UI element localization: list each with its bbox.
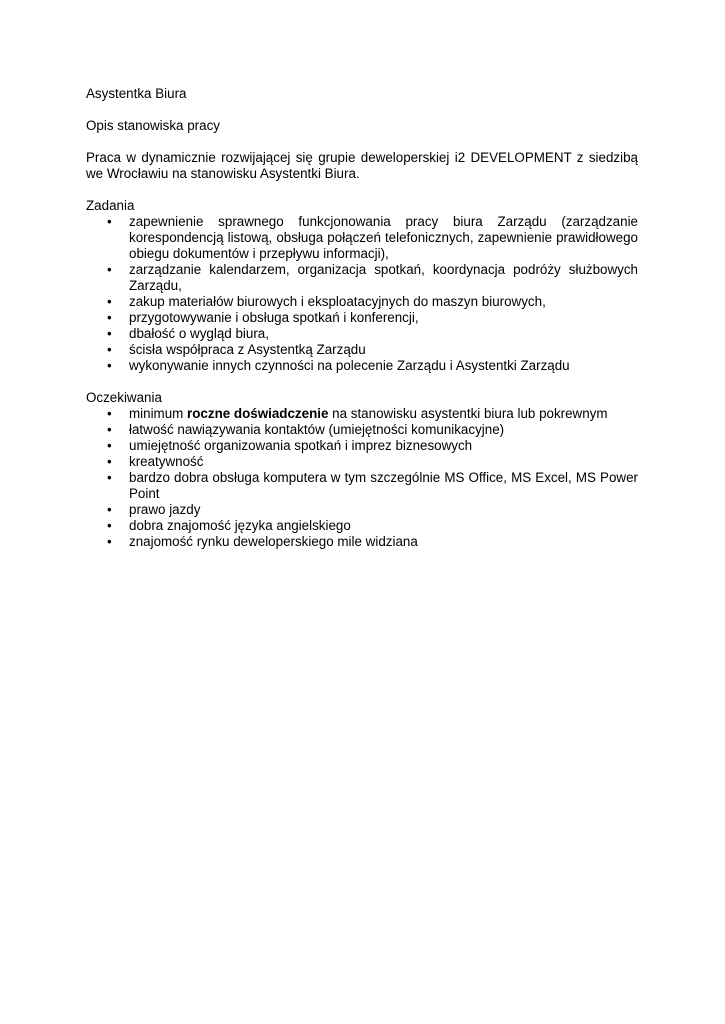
task-text: dbałość o wygląd biura, [129,326,269,341]
list-item [86,342,638,358]
task-text: przygotowywanie i obsługa spotkań i konferencji, [129,310,419,325]
bullet-icon: • [107,326,112,341]
bullet-icon: • [107,422,112,437]
bullet-icon: • [107,358,112,373]
list-item [86,262,638,294]
bullet-icon: • [107,454,112,469]
task-text: zapewnienie sprawnego funkcjonowania pracy biura Zarządu (zarządzanie korespondencją listową, obsługa połączeń telefonicznych, zapewnienie prawidłowego obiegu dokumentów i przepływu informacji), [129,214,638,261]
bullet-icon: • [107,438,112,453]
requirement-text: kreatywność [129,454,204,469]
requirements-heading: Oczekiwania [86,390,162,405]
requirement-text: bardzo dobra obsługa komputera w tym szczególnie MS Office, MS Excel, MS Power Point [129,470,638,501]
document-page [86,86,638,566]
bullet-icon: • [107,262,112,277]
document-title: Asystentka Biura [86,86,187,101]
list-item [86,470,638,502]
task-text: zarządzanie kalendarzem, organizacja spotkań, koordynacja podróży służbowych Zarządu, [129,262,638,293]
requirements-list [86,406,638,550]
bullet-icon: • [107,294,112,309]
requirement-text: umiejętność organizowania spotkań i imprez biznesowych [129,438,473,453]
bullet-icon: • [107,534,112,549]
list-item [86,518,638,534]
task-text: zakup materiałów biurowych i eksploatacyjnych do maszyn biurowych, [129,294,546,309]
list-item [86,438,638,454]
bullet-icon: • [107,342,112,357]
bullet-icon: • [107,502,112,517]
list-item [86,502,638,518]
list-item [86,358,638,374]
list-item [86,534,638,550]
list-item [86,422,638,438]
requirement-text: prawo jazdy [129,502,201,517]
task-text: ścisła współpraca z Asystentką Zarządu [129,342,366,357]
requirement-text: znajomość rynku deweloperskiego mile widziana [129,534,418,549]
list-item [86,406,638,422]
requirement-text: dobra znajomość języka angielskiego [129,518,351,533]
requirement-text: łatwość nawiązywania kontaktów (umiejętności komunikacyjne) [129,422,505,437]
tasks-list [86,214,638,374]
list-item [86,454,638,470]
requirement-prefix: minimum [129,406,188,421]
requirement-bold: roczne doświadczenie [187,406,329,421]
bullet-icon: • [107,470,112,485]
task-text: wykonywanie innych czynności na polecenie Zarządu i Asystentki Zarządu [129,358,570,373]
intro-paragraph: Praca w dynamicznie rozwijającej się grupie deweloperskiej i2 DEVELOPMENT z siedzibą we Wrocławiu na stanowisku Asystentki Biura. [86,150,638,181]
document-subtitle: Opis stanowiska pracy [86,118,220,133]
list-item [86,310,638,326]
bullet-icon: • [107,310,112,325]
bullet-icon: • [107,518,112,533]
list-item [86,214,638,262]
tasks-heading: Zadania [86,198,135,213]
requirement-suffix: na stanowisku asystentki biura lub pokrewnym [328,406,608,421]
bullet-icon: • [107,214,112,229]
list-item [86,294,638,310]
bullet-icon: • [107,406,112,421]
list-item [86,326,638,342]
